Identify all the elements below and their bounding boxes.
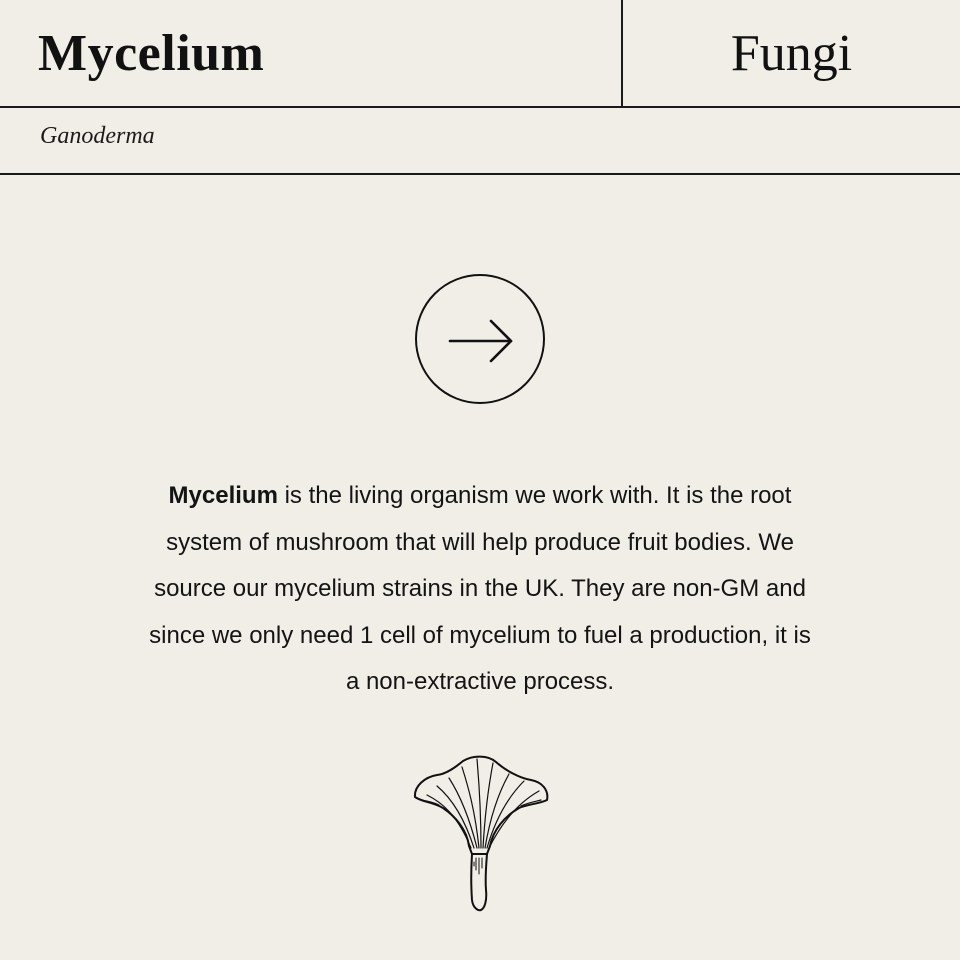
- next-arrow-button[interactable]: [415, 274, 545, 404]
- category-label: Fungi: [730, 25, 853, 82]
- header-divider-horizontal: [0, 106, 960, 108]
- arrow-right-icon: [417, 276, 543, 402]
- species-subtitle: Ganoderma: [40, 123, 155, 149]
- subheader-divider: [0, 173, 960, 175]
- header: [0, 0, 960, 176]
- description-paragraph: [140, 473, 820, 706]
- page-title: Mycelium: [38, 25, 265, 82]
- mushroom-icon: [405, 750, 555, 915]
- description-body: is the living organism we work with. It is the root system of mushroom that will help produce fruit bodies. We source our mycelium strains in the UK. They are non-GM and since we only need 1 cell of mycelium to fuel a production, it is a non-extractive process.: [149, 482, 811, 695]
- description-lead: Mycelium: [168, 482, 278, 509]
